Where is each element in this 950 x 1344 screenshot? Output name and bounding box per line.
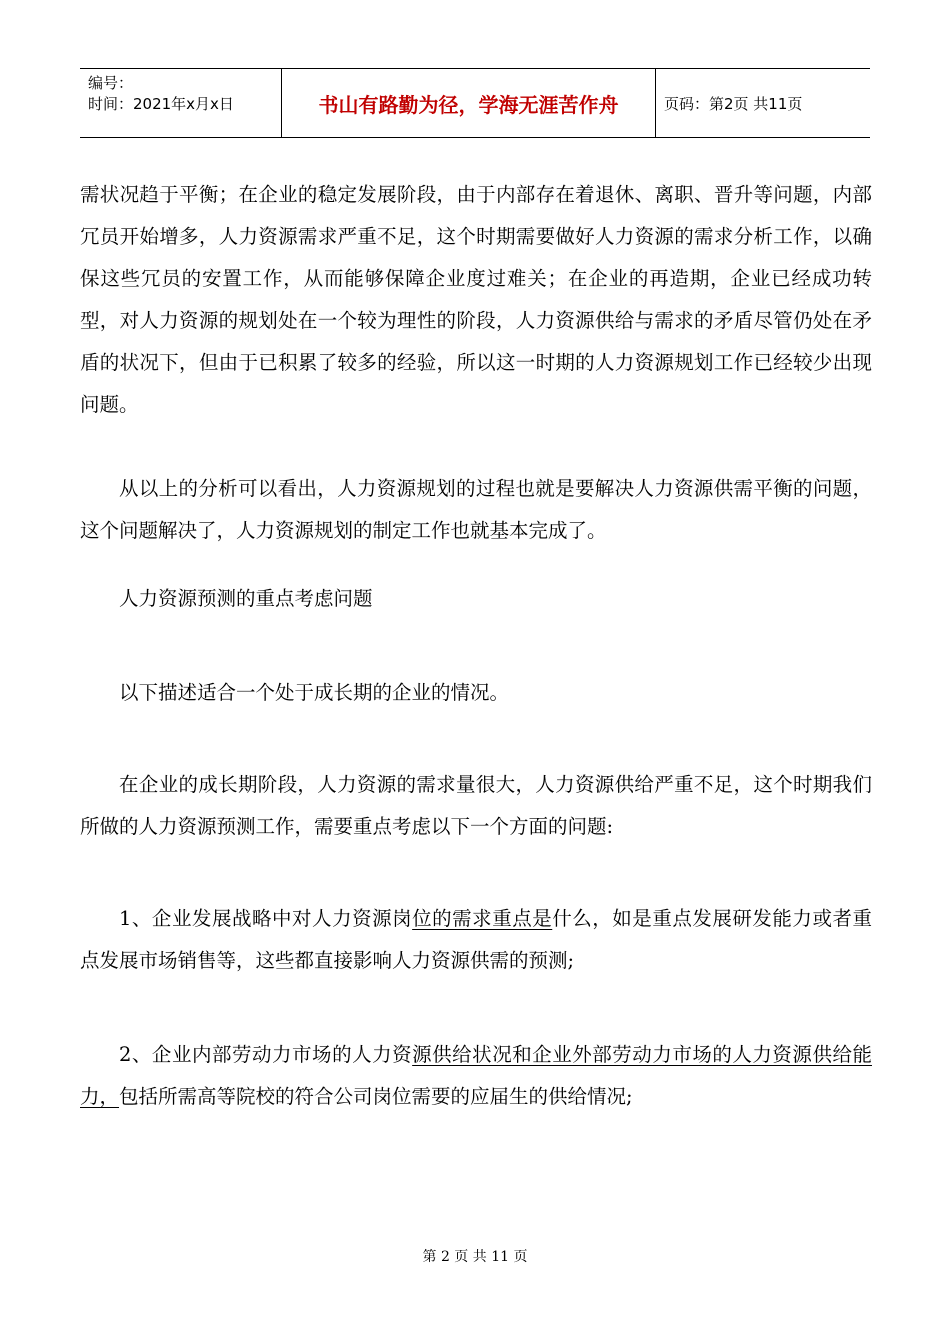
list-item-2-underlined: 源供给状况和企业外部劳动力市场的人力资源供给能力， <box>80 1043 872 1108</box>
section-heading: 人力资源预测的重点考虑问题 <box>119 587 373 610</box>
list-item-1-underlined: 位的需求重点是 <box>412 907 553 930</box>
paragraph-5-text: 在企业的成长期阶段，人力资源的需求量很大，人力资源供给严重不足，这个时期我们所做的人力资源预测工作，需要重点考虑以下一个方面的问题: <box>80 773 872 838</box>
list-item-1-start: 1、企业发展战略中对人力资源岗 <box>119 907 413 930</box>
paragraph-4: 以下描述适合一个处于成长期的企业的情况。 <box>119 681 510 704</box>
page-footer: 第 2 页 共 11 页 <box>422 1249 528 1265</box>
header-motto: 书山有路勤为径，学海无涯苦作舟 <box>282 69 656 137</box>
paragraph-2: 从以上的分析可以看出，人力资源规划的过程也就是要解决人力资源供需平衡的问题，这个问题解决了，人力资源规划的制定工作也就基本完成了。 <box>80 477 872 542</box>
list-item-1 <box>80 898 872 982</box>
header-meta <box>80 69 282 137</box>
paragraph-5 <box>80 764 872 848</box>
page-header <box>80 68 870 138</box>
document-date-label: 时间：2021年x月x日 <box>88 95 234 113</box>
list-item-2-start: 2、企业内部劳动力市场的人力资 <box>119 1043 413 1066</box>
header-page-info: 页码：第2页 共11页 <box>664 94 803 113</box>
list-item-1-end: 什么，如是重点发展研发能力或者重点发展市场销售等，这些都直接影响人力资源供需的预测; <box>80 907 872 972</box>
document-number-label: 编号： <box>88 74 134 92</box>
document-body <box>80 174 872 1118</box>
paragraph-1: 需状况趋于平衡；在企业的稳定发展阶段，由于内部存在着退休、离职、晋升等问题，内部冗员开始增多，人力资源需求严重不足，这个时期需要做好人力资源的需求分析工作，以确保这些冗员的安置工作，从而能够保障企业度过难关；在企业的再造期，企业已经成功转型，对人力资源的规划处在一个较为理性的阶段，人力资源供给与需求的矛盾尽管仍处在矛盾的状况下，但由于已积累了较多的经验，所以这一时期的人力资源规划工作已经较少出现问题。 <box>80 183 872 416</box>
list-item-2 <box>80 1034 872 1118</box>
list-item-2-end: 包括所需高等院校的符合公司岗位需要的应届生的供给情况; <box>119 1085 633 1108</box>
